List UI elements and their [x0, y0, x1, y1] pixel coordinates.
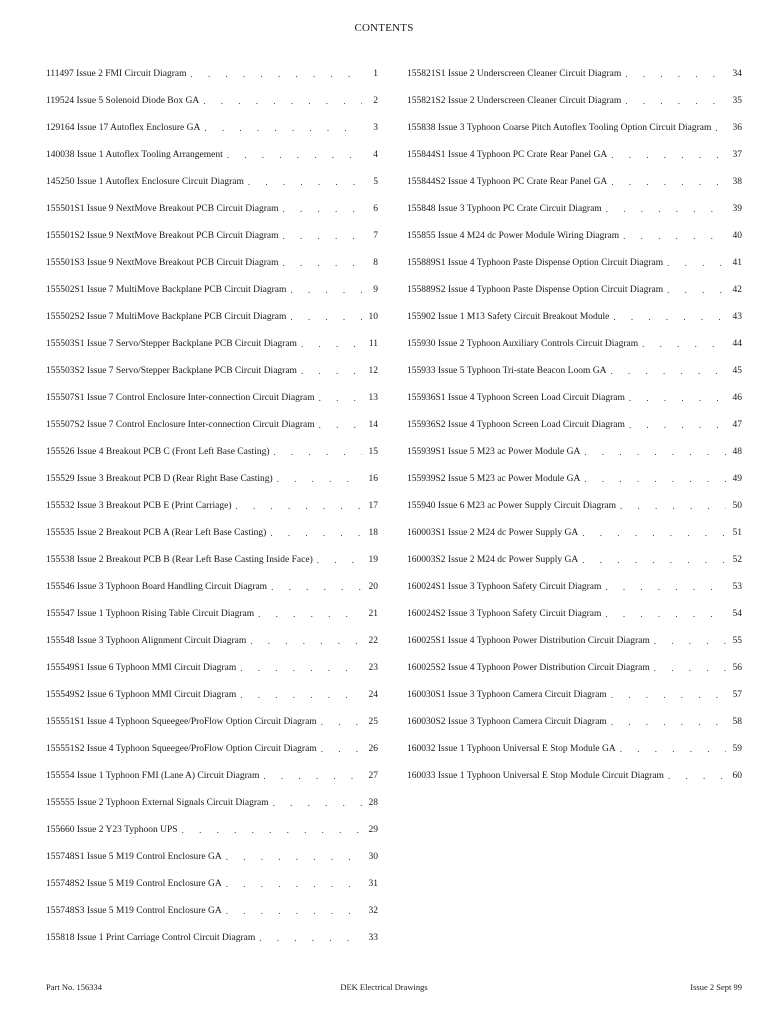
toc-dot-leader	[236, 501, 363, 511]
toc-entry-title: 155930 Issue 2 Typhoon Auxiliary Controls Circuit Diagram	[407, 338, 639, 349]
toc-row	[46, 357, 378, 384]
toc-entry-title: 155532 Issue 3 Breakout PCB E (Print Carriage)	[46, 500, 232, 511]
toc-row	[46, 330, 378, 357]
toc-page-number: 42	[732, 284, 742, 295]
toc-dot-leader	[610, 366, 726, 376]
toc-row	[407, 60, 742, 87]
toc-row	[46, 519, 378, 546]
footer-document-title: DEK Electrical Drawings	[340, 982, 428, 992]
toc-page-number: 51	[732, 527, 742, 538]
toc-row	[46, 222, 378, 249]
toc-page-number: 33	[368, 932, 378, 943]
toc-entry-title: 155549S2 Issue 6 Typhoon MMI Circuit Diagram	[46, 689, 237, 700]
toc-row	[46, 762, 378, 789]
toc-entry-title: 155548 Issue 3 Typhoon Alignment Circuit Diagram	[46, 635, 247, 646]
toc-page-number: 38	[732, 176, 742, 187]
toc-entry-title: 155551S1 Issue 4 Typhoon Squeegee/ProFlow Option Circuit Diagram	[46, 716, 317, 727]
toc-row	[46, 141, 378, 168]
toc-dot-leader	[290, 285, 362, 295]
toc-entry-title: 160024S2 Issue 3 Typhoon Safety Circuit Diagram	[407, 608, 602, 619]
toc-row	[46, 492, 378, 519]
toc-row	[407, 654, 742, 681]
toc-entry-title: 155844S2 Issue 4 Typhoon PC Crate Rear Panel GA	[407, 176, 608, 187]
toc-page-number: 41	[732, 257, 742, 268]
toc-dot-leader	[258, 609, 362, 619]
toc-page-number: 60	[732, 770, 742, 781]
toc-row	[407, 114, 742, 141]
toc-dot-leader	[282, 204, 362, 214]
toc-dot-leader	[582, 528, 726, 538]
toc-entry-title: 155821S1 Issue 2 Underscreen Cleaner Circuit Diagram	[407, 68, 622, 79]
toc-row	[407, 411, 742, 438]
toc-page-number: 47	[732, 419, 742, 430]
toc-dot-leader	[582, 555, 726, 565]
toc-page-number: 3	[373, 122, 378, 133]
toc-dot-leader	[625, 96, 726, 106]
toc-page-number: 48	[732, 446, 742, 457]
toc-dot-leader	[182, 825, 362, 835]
toc-dot-leader	[190, 69, 362, 79]
toc-page-number: 26	[368, 743, 378, 754]
toc-page-number: 12	[368, 365, 378, 376]
toc-dot-leader	[623, 231, 726, 241]
toc-entry-title: 155503S2 Issue 7 Servo/Stepper Backplane PCB Circuit Diagram	[46, 365, 297, 376]
toc-entry-title: 160030S2 Issue 3 Typhoon Camera Circuit Diagram	[407, 716, 607, 727]
toc-dot-leader	[611, 690, 726, 700]
toc-row	[407, 357, 742, 384]
toc-entry-title: 155501S1 Issue 9 NextMove Breakout PCB Circuit Diagram	[46, 203, 279, 214]
toc-row	[407, 762, 742, 789]
toc-page-number: 21	[368, 608, 378, 619]
toc-page-number: 29	[368, 824, 378, 835]
toc-row	[407, 708, 742, 735]
toc-entry-title: 155554 Issue 1 Typhoon FMI (Lane A) Circuit Diagram	[46, 770, 260, 781]
toc-page-number: 20	[368, 581, 378, 592]
toc-dot-leader	[667, 285, 726, 295]
toc-dot-leader	[605, 582, 726, 592]
toc-dot-leader	[629, 420, 726, 430]
toc-page-number: 7	[373, 230, 378, 241]
toc-entry-title: 155501S2 Issue 9 NextMove Breakout PCB Circuit Diagram	[46, 230, 279, 241]
toc-entry-title: 155538 Issue 2 Breakout PCB B (Rear Left Base Casting Inside Face)	[46, 554, 313, 565]
toc-row	[407, 492, 742, 519]
toc-entry-title: 155940 Issue 6 M23 ac Power Supply Circuit Diagram	[407, 500, 616, 511]
toc-dot-leader	[263, 771, 362, 781]
footer-part-number: Part No. 156334	[46, 982, 102, 992]
toc-entry-title: 155501S3 Issue 9 NextMove Breakout PCB Circuit Diagram	[46, 257, 279, 268]
toc-dot-leader	[227, 150, 362, 160]
toc-dot-leader	[274, 447, 363, 457]
toc-dot-leader	[259, 933, 362, 943]
toc-page-number: 18	[368, 527, 378, 538]
toc-dot-leader	[226, 852, 362, 862]
toc-entry-title: 160024S1 Issue 3 Typhoon Safety Circuit Diagram	[407, 581, 602, 592]
toc-dot-leader	[273, 798, 362, 808]
toc-dot-leader	[240, 663, 362, 673]
toc-entry-title: 155526 Issue 4 Breakout PCB C (Front Left Base Casting)	[46, 446, 270, 457]
toc-page-number: 32	[368, 905, 378, 916]
toc-dot-leader	[248, 177, 362, 187]
toc-dot-leader	[277, 474, 362, 484]
toc-row	[46, 465, 378, 492]
toc-dot-leader	[584, 474, 726, 484]
toc-row	[407, 195, 742, 222]
toc-entry-title: 155546 Issue 3 Typhoon Board Handling Circuit Diagram	[46, 581, 268, 592]
toc-page-number: 27	[368, 770, 378, 781]
toc-row	[46, 384, 378, 411]
toc-dot-leader	[321, 717, 362, 727]
toc-row	[46, 789, 378, 816]
toc-page-number: 45	[732, 365, 742, 376]
toc-row	[46, 249, 378, 276]
toc-row	[46, 708, 378, 735]
toc-row	[46, 303, 378, 330]
toc-entry-title: 155889S2 Issue 4 Typhoon Paste Dispense Option Circuit Diagram	[407, 284, 664, 295]
toc-page-number: 15	[368, 446, 378, 457]
toc-row	[46, 897, 378, 924]
toc-dot-leader	[226, 879, 362, 889]
toc-page-number: 46	[732, 392, 742, 403]
toc-entry-title: 155503S1 Issue 7 Servo/Stepper Backplane PCB Circuit Diagram	[46, 338, 297, 349]
toc-entry-title: 155889S1 Issue 4 Typhoon Paste Dispense Option Circuit Diagram	[407, 257, 664, 268]
toc-row	[46, 195, 378, 222]
toc-entry-title: 119524 Issue 5 Solenoid Diode Box GA	[46, 95, 200, 106]
toc-dot-leader	[321, 744, 362, 754]
toc-page-number: 11	[368, 338, 378, 349]
toc-dot-leader	[611, 177, 726, 187]
toc-page-number: 50	[732, 500, 742, 511]
toc-entry-title: 155848 Issue 3 Typhoon PC Crate Circuit Diagram	[407, 203, 602, 214]
toc-page-number: 2	[373, 95, 378, 106]
toc-entry-title: 155838 Issue 3 Typhoon Coarse Pitch Autoflex Tooling Option Circuit Diagram	[407, 122, 712, 133]
toc-dot-leader	[715, 123, 726, 133]
toc-page-number: 34	[732, 68, 742, 79]
toc-row	[407, 600, 742, 627]
toc-entry-title: 155555 Issue 2 Typhoon External Signals Circuit Diagram	[46, 797, 269, 808]
toc-row	[46, 546, 378, 573]
toc-dot-leader	[605, 609, 726, 619]
toc-entry-title: 140038 Issue 1 Autoflex Tooling Arrangement	[46, 149, 223, 160]
toc-page-number: 8	[373, 257, 378, 268]
toc-page-number: 49	[732, 473, 742, 484]
toc-row	[407, 87, 742, 114]
toc-dot-leader	[319, 393, 362, 403]
toc-row	[46, 87, 378, 114]
toc-page-number: 37	[732, 149, 742, 160]
toc-entry-title: 155855 Issue 4 M24 dc Power Module Wiring Diagram	[407, 230, 620, 241]
toc-row	[46, 168, 378, 195]
toc-row	[46, 627, 378, 654]
toc-dot-leader	[613, 312, 726, 322]
toc-dot-leader	[226, 906, 362, 916]
toc-entry-title: 155939S1 Issue 5 M23 ac Power Module GA	[407, 446, 581, 457]
toc-page-number: 39	[732, 203, 742, 214]
toc-page-number: 59	[732, 743, 742, 754]
toc-row	[46, 573, 378, 600]
toc-dot-leader	[240, 690, 362, 700]
toc-entry-title: 111497 Issue 2 FMI Circuit Diagram	[46, 68, 187, 79]
toc-entry-title: 155844S1 Issue 4 Typhoon PC Crate Rear Panel GA	[407, 149, 608, 160]
toc-page-number: 19	[368, 554, 378, 565]
toc-entry-title: 155902 Issue 1 M13 Safety Circuit Breakout Module	[407, 311, 610, 322]
toc-row	[407, 303, 742, 330]
toc-entry-title: 155535 Issue 2 Breakout PCB A (Rear Left Base Casting)	[46, 527, 267, 538]
toc-entry-title: 155936S1 Issue 4 Typhoon Screen Load Circuit Diagram	[407, 392, 625, 403]
toc-row	[407, 519, 742, 546]
toc-dot-leader	[654, 663, 726, 673]
toc-row	[407, 735, 742, 762]
toc-row	[407, 384, 742, 411]
toc-dot-leader	[301, 339, 362, 349]
toc-entry-title: 155818 Issue 1 Print Carriage Control Circuit Diagram	[46, 932, 256, 943]
toc-entry-title: 160033 Issue 1 Typhoon Universal E Stop Module Circuit Diagram	[407, 770, 664, 781]
toc-page-number: 4	[373, 149, 378, 160]
toc-row	[407, 141, 742, 168]
toc-right-column	[407, 60, 742, 789]
toc-entry-title: 129164 Issue 17 Autoflex Enclosure GA	[46, 122, 201, 133]
toc-entry-title: 155549S1 Issue 6 Typhoon MMI Circuit Diagram	[46, 662, 237, 673]
toc-page-number: 57	[732, 689, 742, 700]
toc-row	[407, 222, 742, 249]
toc-row	[407, 330, 742, 357]
toc-dot-leader	[625, 69, 726, 79]
toc-dot-leader	[250, 636, 362, 646]
toc-row	[407, 465, 742, 492]
toc-entry-title: 160025S2 Issue 4 Typhoon Power Distribution Circuit Diagram	[407, 662, 650, 673]
toc-page-number: 22	[368, 635, 378, 646]
toc-row	[46, 654, 378, 681]
toc-dot-leader	[282, 258, 362, 268]
toc-dot-leader	[282, 231, 362, 241]
toc-row	[407, 573, 742, 600]
toc-entry-title: 155821S2 Issue 2 Underscreen Cleaner Circuit Diagram	[407, 95, 622, 106]
toc-page-number: 24	[368, 689, 378, 700]
toc-page-number: 13	[368, 392, 378, 403]
toc-dot-leader	[611, 717, 726, 727]
toc-page-number: 25	[368, 716, 378, 727]
toc-row	[46, 681, 378, 708]
toc-entry-title: 155502S2 Issue 7 MultiMove Backplane PCB Circuit Diagram	[46, 311, 287, 322]
toc-row	[407, 546, 742, 573]
toc-entry-title: 160032 Issue 1 Typhoon Universal E Stop Module GA	[407, 743, 616, 754]
toc-page-number: 36	[732, 122, 742, 133]
toc-dot-leader	[204, 123, 362, 133]
toc-page-number: 10	[368, 311, 378, 322]
toc-row	[407, 249, 742, 276]
toc-page-number: 53	[732, 581, 742, 592]
toc-dot-leader	[629, 393, 726, 403]
toc-page-number: 55	[732, 635, 742, 646]
toc-page-number: 31	[368, 878, 378, 889]
toc-row	[46, 60, 378, 87]
toc-row	[46, 735, 378, 762]
toc-entry-title: 155502S1 Issue 7 MultiMove Backplane PCB Circuit Diagram	[46, 284, 287, 295]
toc-dot-leader	[667, 258, 726, 268]
toc-entry-title: 155660 Issue 2 Y23 Typhoon UPS	[46, 824, 178, 835]
toc-page-number: 40	[732, 230, 742, 241]
toc-page-number: 5	[373, 176, 378, 187]
toc-row	[46, 438, 378, 465]
toc-page-number: 6	[373, 203, 378, 214]
toc-entry-title: 160003S1 Issue 2 M24 dc Power Supply GA	[407, 527, 579, 538]
toc-dot-leader	[642, 339, 726, 349]
toc-page-number: 1	[373, 68, 378, 79]
toc-dot-leader	[290, 312, 362, 322]
toc-row	[46, 114, 378, 141]
toc-page-number: 28	[368, 797, 378, 808]
toc-dot-leader	[611, 150, 726, 160]
toc-entry-title: 155551S2 Issue 4 Typhoon Squeegee/ProFlow Option Circuit Diagram	[46, 743, 317, 754]
toc-dot-leader	[668, 771, 726, 781]
toc-row	[46, 411, 378, 438]
page-title: CONTENTS	[354, 22, 414, 34]
toc-entry-title: 155529 Issue 3 Breakout PCB D (Rear Right Base Casting)	[46, 473, 273, 484]
toc-page-number: 44	[732, 338, 742, 349]
toc-dot-leader	[584, 447, 726, 457]
toc-entry-title: 155748S1 Issue 5 M19 Control Enclosure GA	[46, 851, 222, 862]
toc-entry-title: 155933 Issue 5 Typhoon Tri-state Beacon Loom GA	[407, 365, 607, 376]
toc-page-number: 35	[732, 95, 742, 106]
toc-entry-title: 155748S2 Issue 5 M19 Control Enclosure GA	[46, 878, 222, 889]
toc-row	[407, 627, 742, 654]
toc-page-number: 14	[368, 419, 378, 430]
toc-entry-title: 155748S3 Issue 5 M19 Control Enclosure GA	[46, 905, 222, 916]
toc-dot-leader	[606, 204, 726, 214]
toc-entry-title: 155547 Issue 1 Typhoon Rising Table Circuit Diagram	[46, 608, 255, 619]
toc-dot-leader	[270, 528, 362, 538]
toc-dot-leader	[319, 420, 362, 430]
toc-dot-leader	[620, 501, 726, 511]
toc-left-column	[46, 60, 378, 951]
toc-page-number: 54	[732, 608, 742, 619]
footer-issue: Issue 2 Sept 99	[690, 982, 742, 992]
toc-row	[46, 843, 378, 870]
toc-entry-title: 160025S1 Issue 4 Typhoon Power Distribution Circuit Diagram	[407, 635, 650, 646]
toc-row	[46, 816, 378, 843]
toc-row	[407, 276, 742, 303]
toc-page-number: 58	[732, 716, 742, 727]
toc-page-number: 16	[368, 473, 378, 484]
toc-row	[46, 276, 378, 303]
toc-page-number: 56	[732, 662, 742, 673]
toc-entry-title: 160030S1 Issue 3 Typhoon Camera Circuit Diagram	[407, 689, 607, 700]
toc-row	[407, 168, 742, 195]
toc-page-number: 9	[373, 284, 378, 295]
toc-dot-leader	[301, 366, 362, 376]
toc-entry-title: 155507S1 Issue 7 Control Enclosure Inter-connection Circuit Diagram	[46, 392, 315, 403]
toc-dot-leader	[620, 744, 726, 754]
toc-entry-title: 155936S2 Issue 4 Typhoon Screen Load Circuit Diagram	[407, 419, 625, 430]
toc-row	[407, 438, 742, 465]
toc-row	[46, 600, 378, 627]
toc-dot-leader	[271, 582, 362, 592]
toc-row	[46, 924, 378, 951]
toc-row	[46, 870, 378, 897]
toc-page-number: 52	[732, 554, 742, 565]
toc-page-number: 43	[732, 311, 742, 322]
toc-entry-title: 155507S2 Issue 7 Control Enclosure Inter-connection Circuit Diagram	[46, 419, 315, 430]
toc-entry-title: 160003S2 Issue 2 M24 dc Power Supply GA	[407, 554, 579, 565]
toc-dot-leader	[317, 555, 362, 565]
toc-page-number: 30	[368, 851, 378, 862]
toc-page-number: 17	[368, 500, 378, 511]
toc-row	[407, 681, 742, 708]
toc-entry-title: 145250 Issue 1 Autoflex Enclosure Circuit Diagram	[46, 176, 244, 187]
toc-page-number: 23	[368, 662, 378, 673]
toc-dot-leader	[654, 636, 726, 646]
toc-entry-title: 155939S2 Issue 5 M23 ac Power Module GA	[407, 473, 581, 484]
toc-dot-leader	[203, 96, 362, 106]
